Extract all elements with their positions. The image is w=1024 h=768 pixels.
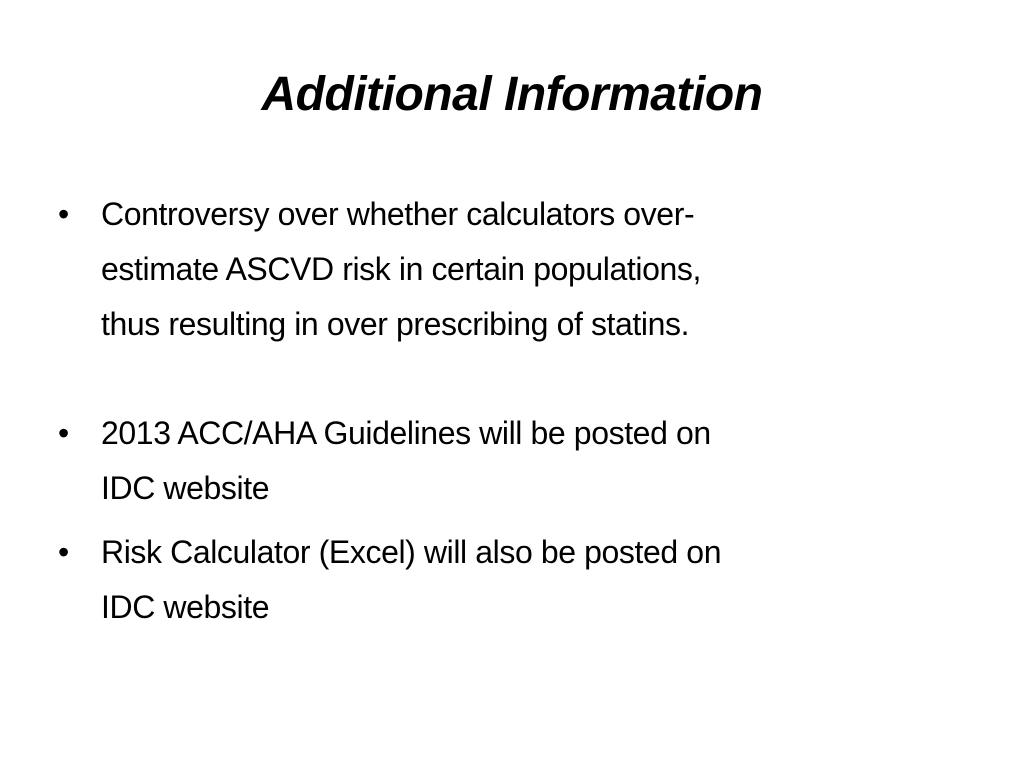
bullet-dot-icon: • xyxy=(58,534,69,570)
bullet-text-line: Controversy over whether calculators over- xyxy=(101,196,695,232)
bullet-list xyxy=(58,187,958,635)
bullet-text-line: thus resulting in over prescribing of statins. xyxy=(101,306,690,342)
bullet-text-line: estimate ASCVD risk in certain populations, xyxy=(101,251,701,287)
bullet-dot-icon: • xyxy=(58,415,69,451)
bullet-text-line: 2013 ACC/AHA Guidelines will be posted on xyxy=(101,415,711,451)
bullet-item-guidelines xyxy=(58,406,958,516)
bullet-dot-icon: • xyxy=(58,196,69,232)
bullet-item-risk-calculator xyxy=(58,525,958,635)
slide-title: Additional Information xyxy=(261,68,763,121)
bullet-text-line: Risk Calculator (Excel) will also be posted on xyxy=(101,534,722,570)
bullet-item-controversy xyxy=(58,187,958,352)
bullet-text-line: IDC website xyxy=(101,470,270,506)
bullet-text-line: IDC website xyxy=(101,589,270,625)
